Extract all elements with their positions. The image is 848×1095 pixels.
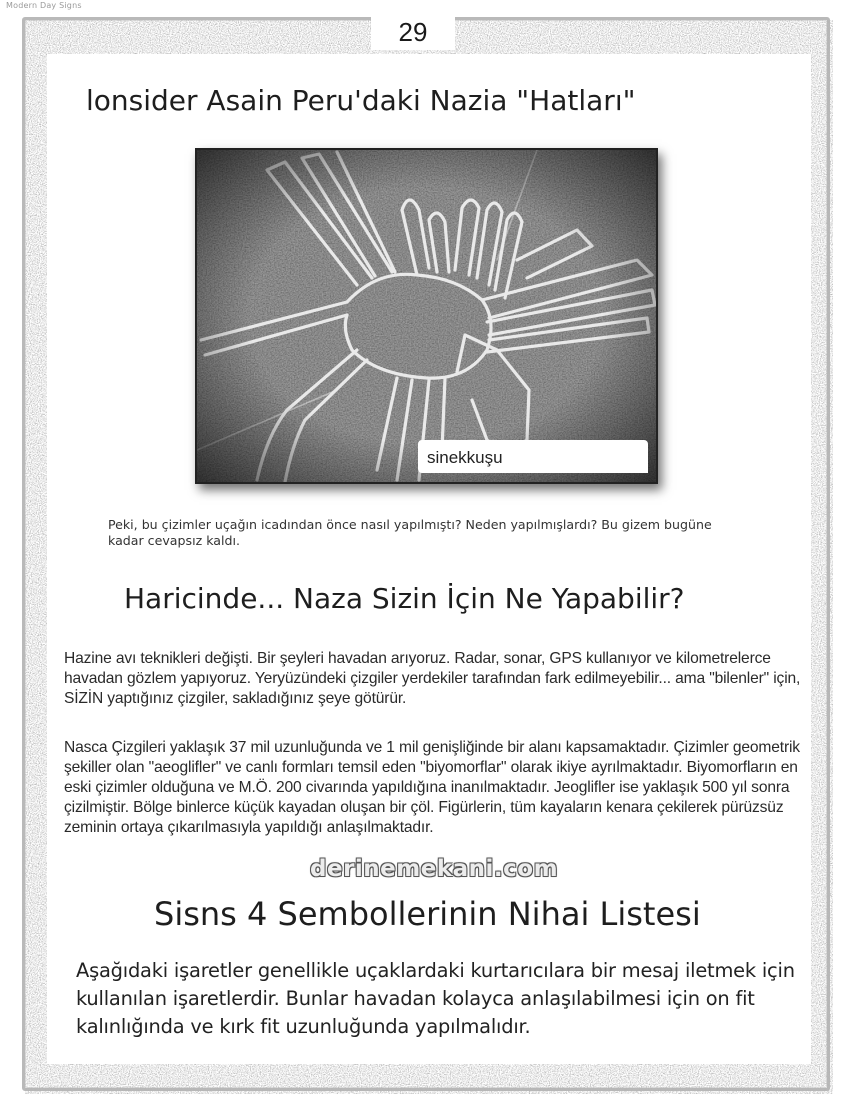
photo-note: Peki, bu çizimler uçağın icadından önce nasıl yapılmıştı? Neden yapılmışlardı? Bu gizem bugüne kadar cevapsız kaldı. xyxy=(108,517,712,548)
paragraph-treasure-hunt: Hazine avı teknikleri değişti. Bir şeyleri havadan arıyoruz. Radar, sonar, GPS kullanıyor ve kilometrelerce havadan gözlem yapıyoruz. Yeryüzündeki çizgiler yerdekiler tarafından fark edilmeyebilir... ama "bilenler" için, SİZİN yaptığınız çizgiler, sakladığınız şeye götürür. xyxy=(64,650,801,707)
paragraph-signs-intro: Aşağıdaki işaretler genellikle uçaklardaki kurtarıcılara bir mesaj iletmek için kullanılan işaretlerdir. Bunlar havadan kolayca anlaşılabilmesi için on fit kalınlığında ve kırk fit uzunluğunda yapılmalıdır. xyxy=(76,959,795,1038)
section-title: lonsider Asain Peru'daki Nazia "Hatları" xyxy=(86,84,636,117)
paragraph-nasca-lines: Nasca Çizgileri yaklaşık 37 mil uzunluğunda ve 1 mil genişliğinde bir alanı kapsamaktadır. Çizimler geometrik şekiller olan "aeoglifler" ve canlı formları temsil eden "biyomorflar" olarak ikiye ayrılmaktadır. Biyomorfların en eski çizimler olduğuna ve M.Ö. 200 civarında yapıldığına inanılmaktadır. Jeoglifler ise yaklaşık 500 yıl sonra çizilmiştir. Bölge binlerce küçük kayadan oluşan bir çöl. Figürlerin, tüm kayaların kenara çekilerek pürüzsüz zeminin ortaya çıkarılmasıyla yapıldığı anlaşılmaktadır. xyxy=(64,739,800,836)
section-heading-signs-list: Sisns 4 Sembollerinin Nihai Listesi xyxy=(154,895,701,933)
nazca-hummingbird-photo xyxy=(195,148,658,484)
section-heading-naza: Haricinde... Naza Sizin İçin Ne Yapabilir? xyxy=(124,582,685,615)
watermark: derinemekani.com xyxy=(310,856,559,882)
hummingbird-geoglyph-photo xyxy=(197,150,656,482)
photo-caption: sinekkuşu xyxy=(418,440,648,473)
source-tag: Modern Day Signs xyxy=(6,1,82,10)
page-number: 29 xyxy=(371,10,455,50)
